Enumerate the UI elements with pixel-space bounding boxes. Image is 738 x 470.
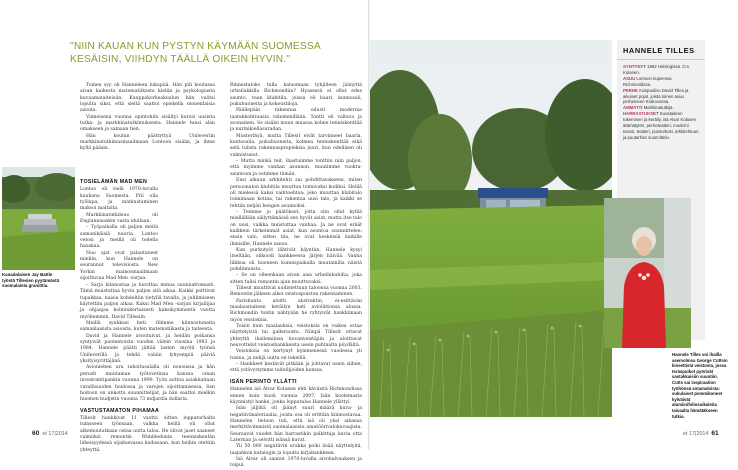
page-number-left: 60 bbox=[32, 430, 40, 437]
article-paragraph: Lontoo oli vielä 1970-luvulla kaukana Suomesta. Piti olla työlupa, ja matkustaminen maksoi maltaita. bbox=[80, 187, 158, 212]
article-paragraph: Kun purkutyöt lähtivät käyntiin, Hannele kysyi itseltään, olikoodi hankkeessa järjen häivää. Vanha liikkua oli huoneen kunnispaikalla muutamilla näistä pohdinnoista. bbox=[230, 247, 362, 272]
article-column-1c bbox=[80, 283, 215, 454]
article-paragraph: Avioniehen ura rahoitusalalla oli nousussa ja hän perusti muutaman työtovetinsa kanssa oman investointipankin vuonna 1990. Työn auttoa asiakkaitaan varallisuuden hoidossa ja varojen sijoittamisessa. Sen hoitoon on unkottu suunnittelijat, ja hän saattoi mielkin huomen budjetin vuonna 73 mdjardia dollaria. bbox=[80, 365, 215, 403]
article-column-2 bbox=[230, 83, 362, 470]
article-paragraph: – Teimme jo päätökset, jotta olin ollut kylliä miellällään säilyttämässä sen hyvät asiat, mutta itse talo on uusi, vaikka muistuttaa vanhaa. Ja ne ovat eräät kaikkein tärkeimmät asiat, kun asuntoa suunnittelee: ensin valo, sitten tila, ne ovat keskeisiä kaikille ihmisille, Hannele sanoo. bbox=[230, 209, 362, 247]
fact-profession: AMMATTI Markkinatutkija. bbox=[623, 105, 674, 111]
article-paragraph: Hannelen isä Alvar Kolanen ehti käväistä Richmondissa ennen kuin kuoli vuonna 2007. Isän kuolemasta käynnistyi hanke, jonka lopputulos Hannele yllättyi. bbox=[230, 387, 362, 405]
fact-family: PERHE Aviopuoliso David Tilles ja aikuiset pojat, joista toinen asuu perheineen Krakovassa. bbox=[623, 87, 689, 105]
magazine-issue-left: et 17|2014 bbox=[42, 431, 68, 437]
article-paragraph: Pariskunta aloitti abstraktin, ei-esittävän maalaustaiteen keräilyn heti avioliittonsa alussa. Richmondin tontin nähtyään he ryhtyivät hankkimaan myös veistoksia. bbox=[230, 298, 362, 323]
article-paragraph: Tillesit muuttivat uudistettuun taloonsa vuonna 2003. Remontin jälkeen alkoi veistospuiston rakentaminen. bbox=[230, 286, 362, 298]
article-paragraph: Markkinatutkimus oli Englannissakin vasta idullaan. bbox=[80, 212, 158, 225]
article-paragraph: Viimeisenä vuonna opintohiin sisältyi kurssi uusista tutka- ja markkinatutkimuksesta. Hannele tunsi alan omakseen ja samaan tien. bbox=[80, 114, 215, 133]
folio-left bbox=[32, 430, 68, 437]
fact-lives: ASUU Lontoon kupeessa Richmondissa. bbox=[623, 75, 672, 87]
article-paragraph: Nuo ajat ovat palautuneet mieliin, kun Hannele on seurannut televisiosta New Yorkin mainosmaailmaan sijoittuvaa Mad Men -sarjaa. bbox=[80, 250, 158, 282]
article-column-1 bbox=[80, 83, 215, 153]
article-paragraph: Meillä synkkasi heti. Olimme kiinnostuneita samanlaisista asioista, kuten matematiikasta ja taiteesta. bbox=[80, 321, 215, 333]
fact-born: SYNTYNYT 1952 Helsingissä. O.s. Kolanen. bbox=[623, 64, 691, 75]
article-paragraph: Rinnestaloko tulla katsomaan tyhjilleen jäänyttä urheilakkilla Richmondiin? Hyasessä ei ollut edes asunto, vaan klubitila, joissa oli baari, kunnosali, pukuhuoneita ja kokoustiloja. bbox=[230, 83, 362, 108]
article-paragraph: Päällepäin rakennus edusti modernia laatukkohtiuusia viileimmillään. Tontti oli valtava ja avonainen. Se sisälsi muun muassa kolme tenniskenttää ja nurmikiellasuradan. bbox=[230, 108, 362, 133]
article-paragraph: Musterihyä, mutta Tillesit eivät tarvinneet baaria, kuntosalia, pukuhuoneita, kolmea tenniskenttää eikä setä tulista rakennuspropleksia juuri, kun edellisen oli valmistunut. bbox=[230, 133, 362, 158]
article-paragraph: Veistoksia on kertynyt kymmenessä vuodessa yli tusina, ja nelijä uutta on tekeillä. bbox=[230, 349, 362, 361]
folio-right bbox=[683, 430, 719, 437]
section-heading: ISÄN PERINTÖ YLLÄTTI bbox=[230, 378, 297, 385]
pull-quote bbox=[70, 40, 350, 66]
article-paragraph: – Hankkeet kestävät pitkään ja johtavat usein siihen, että ystävystymme taiteilijoiden kanssa. bbox=[230, 362, 362, 374]
article-paragraph: – Sarja kiinnostaa ja huvittaa minua suunnattomasti. Tämä muistuttaa hyvin paljon sitä aikaa. Kaikki polttivat tupakkaa, naisia kohdeltiin tietyllä tavalla, ja juhlimiseen käytettiin paljon aikaa. Kaksi Mad Men -sarjan kirjailijaa ja ohjaajaa kolminkertaisesti kaksikymmentä vuotta myöhemmin, David Tillesiin. bbox=[80, 283, 215, 320]
article-column-1b bbox=[80, 175, 158, 283]
article-paragraph: – Se on olleenkaan aivan aisa urheilukubilta, joka sitten tulisi remontin ajan muuttuvaksi. bbox=[230, 273, 362, 285]
right-photo-caption: Hannele Tilles voi ihailla asemolmsa George Cuttsin kineettistä veistosta, jossa teräspuikot pyörivät vastakkaisiin suuntiin. Cutts sai inspiraation työhönsä sotamaloista: sukulaiset pommikoneet kylväivät alumiinifoliosuikaleita taivaalta hämätäkseen tutkia. bbox=[672, 352, 728, 419]
portrait-photo bbox=[604, 198, 691, 348]
article-paragraph: – Mutta minkä teit, ihastuimme tonttiin niin paljon, että myimme vanhan asunnon, muutimme vuokra-asuntoon ja ostimme tämän. bbox=[230, 159, 362, 177]
fact-hobbies: HARRASTUKSET Kuvataiteen tukeminen ja keräily, isä Alvar Kolasen ätämätytön, perheteatteri, moderni tanssi, teatteri, puistorkoki, arkkitehtuuri ja puutarhan suunnittelu. bbox=[623, 111, 699, 140]
article-paragraph: Tillesit hankkivat 11 vuotta sitten lopputorhalta tumsseen työnsaan, valkka heillä oli ollut alkemuutatkaan ostaa uutta taloa. He olivat jaset saaneet valmiiksi remontin Wimbledonin teenniskentän läheisyydessä sijaitsevassa kodissaan, kun heihin otettiin yhteyttä. bbox=[80, 415, 215, 453]
article-paragraph: Toisin kuin maalauksia, veistoksia on vaikea ostaa näyttelyistä tai gallerioista. Niinpä Tillesit ottavat yhteyttä ihailemiinsa kuvanveistäjiin ja aloittavat neuvottelut veistoshankkeista usein puhtaalta pöydältä. bbox=[230, 324, 362, 349]
section-heading: TOSIELÄMÄN MAD MEN bbox=[80, 179, 148, 185]
house-garden-photo bbox=[370, 40, 612, 417]
profile-facts bbox=[617, 60, 705, 145]
pull-quote-line-2: KESÄISIN, VIIHDYN TÄÄLLÄ OIKEIN HYVIN." bbox=[70, 54, 291, 65]
section-heading: VASTUSTAMATON PIHAMAA bbox=[80, 407, 160, 414]
article-paragraph: Isä Alvar oli saanut 1970-luvulla aivohalvauksen ja toipui. bbox=[230, 456, 362, 469]
magazine-issue-right: et 17|2014 bbox=[683, 431, 709, 437]
article-paragraph: Toinen syy oli Hanneleen lukupiiä. Hän piti koulussa aivan kaikesta matematiikasta kieliin ja psykologiasta kuvaamataiteisiin. Kauppakorkeakoulun hän valitsi lopulta siksi, että sieltä saattoi opiskella monenlaisia asioita. bbox=[80, 83, 215, 114]
left-photo-caption: Kanadalaisen Jay Battle työstä Tillesien pyytämästä suomalaista graniittia. bbox=[2, 272, 60, 289]
article-paragraph: Ensi alkuun arkkitehti sai pohdittavakseen, miten persoonaton klubitila muuttuu toimivaksi kodiksi. Heillä oli mielessä kaksi vaihtoehtoa: joko muuttaa klubitalo toimimaan kotina, tai rakentaa uusi talo, ja kaikki se tehtiin neljän hengen asunnoksi. bbox=[230, 178, 362, 209]
article-paragraph: David ja Hannele avioituivat, ja heidän poikansa syntyivät puolentoista vuoden välein vuosina 1982 ja 1984. Hannele päätti jättää lasten myötä työnsä Unileverillä ja tehdä vahän lyhyempiä päiviä yksityisyrittäjänä. bbox=[80, 333, 215, 365]
page-number-right: 61 bbox=[711, 430, 719, 437]
article-paragraph: Isän jäljiltä oli jäänyt suuri määrä kuva- ja negatiivimateriaalia, joista osa oli erittäin kiinnostavaa. Hannelen tietoon tuli, että isä oli yksi aikansa merkittävimmistä suomalaisista amatöörivalokuvaajista. Seuraavat vuodet hän harrastikin palkittuja kuvia otta Laternan ja selvitti isänsä kuvat. bbox=[230, 406, 362, 443]
garden-sculpture-photo bbox=[2, 167, 75, 270]
profile-name: HANNELE TILLES bbox=[617, 40, 705, 60]
article-paragraph: – Työpaikalla oli paljon meitä samanikäisiä nuoria. Lontoo vetosi ja meillä oli todella hauskaa. bbox=[80, 225, 158, 250]
article-paragraph: Hän koulun päättyttyä Unileveriin markkinatutkimusmaailmaan Lontoon sisään, ja ihme kyllä pääsin. bbox=[80, 133, 215, 152]
article-paragraph: Yli 50 000 negatiivin urakka poiki lisää näyttelyitä, laajahkon katalogin ja lopulta kirjahankkeen. bbox=[230, 444, 362, 456]
pull-quote-line-1: "NIIN KAUAN KUN PYSTYN KÄYMÄÄN SUOMESSA bbox=[70, 41, 321, 52]
